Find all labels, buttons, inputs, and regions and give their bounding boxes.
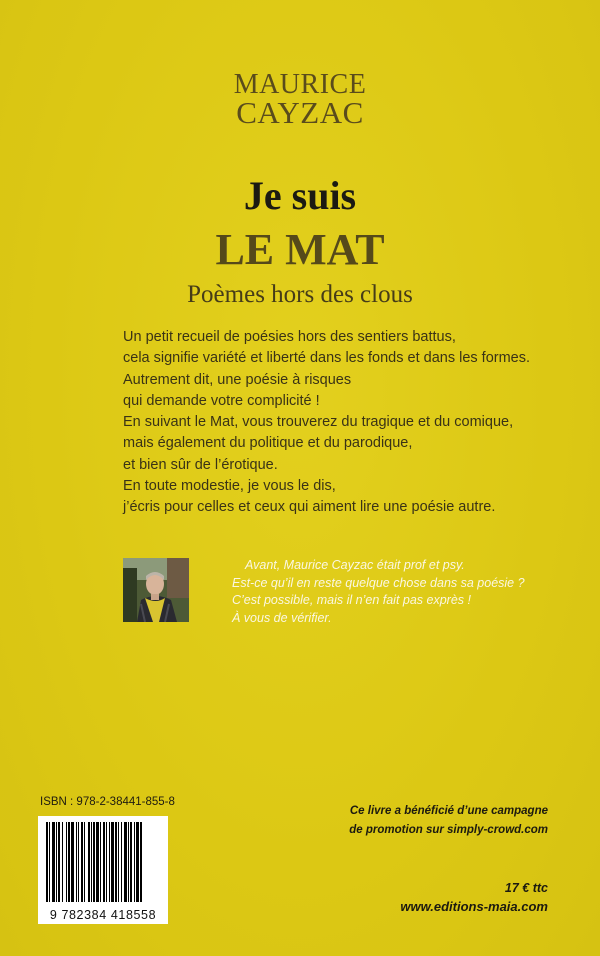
barcode-digits: 9 782384 418558 — [49, 908, 157, 922]
blurb-line: mais également du politique et du parodique, — [123, 435, 413, 452]
author-first-name: MAURICE — [233, 69, 367, 100]
blurb-line: Autrement dit, une poésie à risques — [123, 371, 352, 388]
publisher-website: www.editions-maia.com — [400, 899, 548, 914]
blurb-line: Un petit recueil de poésies hors des sentiers battus, — [123, 329, 456, 345]
book-subtitle: Poèmes hors des clous — [187, 281, 413, 308]
bio-line: Est-ce qu’il en reste quelque chose dans sa poésie ? — [232, 575, 525, 590]
promotion-note — [349, 802, 548, 840]
promo-line: Ce livre a bénéficié d’une campagne — [349, 805, 548, 817]
author-last-name: CAYZAC — [236, 95, 364, 130]
blurb-line: En toute modestie, je vous le dis, — [123, 478, 336, 495]
isbn-label: ISBN : 978-2-38441-855-8 — [40, 796, 175, 808]
blurb-line: et bien sûr de l’érotique. — [123, 456, 278, 473]
author-bio — [232, 557, 532, 627]
price-label: 17 € ttc — [504, 881, 548, 895]
blurb-line: cela signifie variété et liberté dans les fonds et dans les formes. — [123, 350, 531, 367]
author-photo — [123, 558, 189, 622]
bio-line: C’est possible, mais il n’en fait pas exprès ! — [232, 593, 471, 607]
bio-line: À vous de vérifier. — [232, 610, 332, 625]
blurb-paragraph — [123, 327, 583, 519]
blurb-line: j’écris pour celles et ceux qui aiment lire une poésie autre. — [123, 499, 496, 516]
book-title-line-2: LE MAT — [215, 225, 385, 274]
blurb-line: En suivant le Mat, vous trouverez du tragique et du comique, — [123, 414, 514, 431]
bio-line: Avant, Maurice Cayzac était prof et psy. — [245, 558, 465, 572]
book-title-line-1: Je suis — [243, 173, 357, 218]
blurb-line: qui demande votre complicité ! — [123, 392, 320, 409]
barcode — [38, 816, 168, 924]
promo-line: de promotion sur simply-crowd.com — [349, 824, 548, 836]
